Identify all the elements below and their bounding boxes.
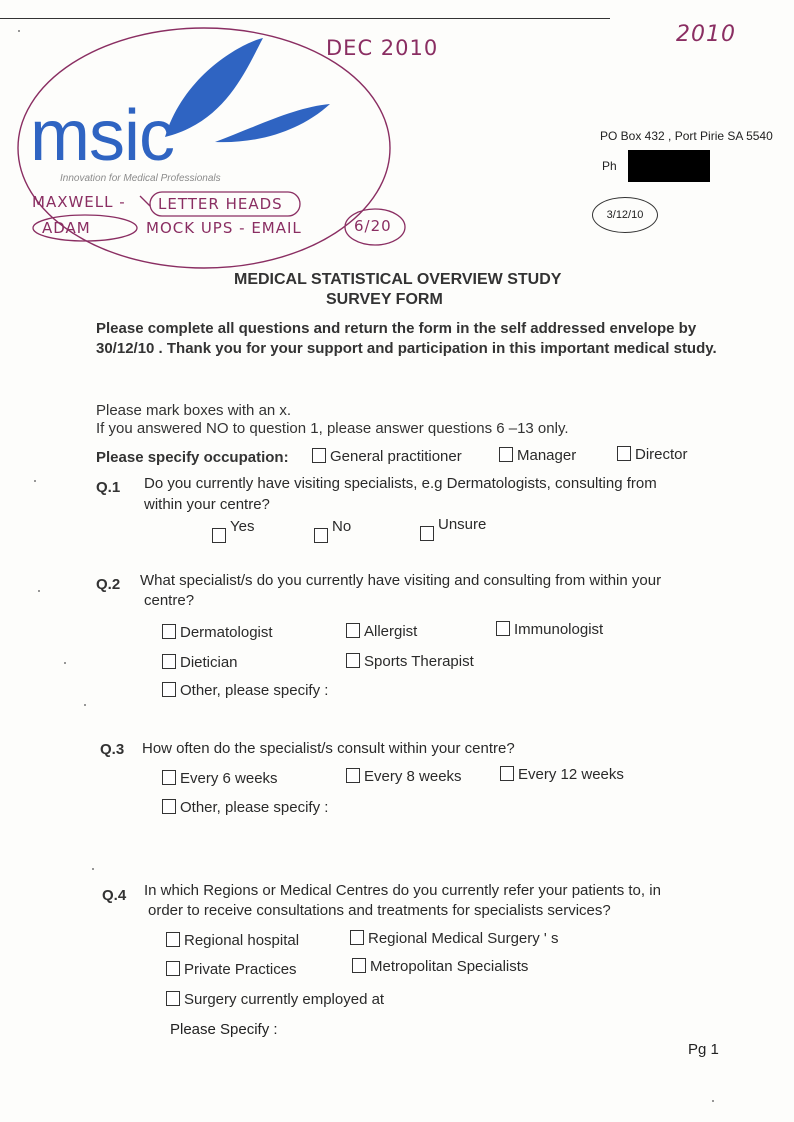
- option-label: Director: [635, 446, 688, 463]
- form-subtitle: SURVEY FORM: [326, 291, 443, 308]
- checkbox[interactable]: [166, 991, 180, 1006]
- handwritten-note-mock-ups: MOCK UPS - EMAIL: [146, 219, 302, 237]
- checkbox[interactable]: [162, 770, 176, 785]
- option-label: Every 12 weeks: [518, 766, 624, 783]
- checkbox[interactable]: [166, 961, 180, 976]
- option-label: Dietician: [180, 654, 238, 671]
- q4-option-regional-hospital[interactable]: [166, 932, 299, 949]
- q2-option-sports-therapist[interactable]: [346, 653, 474, 670]
- option-label: Sports Therapist: [364, 653, 474, 670]
- checkbox[interactable]: [420, 526, 434, 541]
- checkbox[interactable]: [162, 799, 176, 814]
- pen-arrow-stroke: [140, 196, 150, 206]
- q4-option-regional-medical-surgery[interactable]: [350, 930, 558, 947]
- q2-text-line-2: centre?: [144, 592, 195, 609]
- q4-option-private-practices[interactable]: [166, 961, 297, 978]
- occupation-option-director[interactable]: [617, 446, 688, 463]
- logo-leaf-large: [165, 38, 263, 137]
- option-label: Immunologist: [514, 621, 604, 638]
- option-label: General practitioner: [330, 448, 462, 465]
- intro-line-2: 30/12/10 . Thank you for your support and participation in this important medical study.: [96, 340, 717, 357]
- option-label: Metropolitan Specialists: [370, 958, 529, 975]
- option-label: Unsure: [438, 516, 487, 533]
- scan-speck: [64, 662, 66, 664]
- option-label: Other, please specify :: [180, 799, 329, 816]
- instruction-line-1: Please mark boxes with an x.: [96, 402, 292, 419]
- q3-option-6-weeks[interactable]: [162, 770, 278, 787]
- option-label: Other, please specify :: [180, 682, 329, 699]
- checkbox[interactable]: [350, 930, 364, 945]
- handwritten-date-note: DEC 2010: [326, 36, 439, 60]
- checkbox[interactable]: [162, 624, 176, 639]
- option-label: Private Practices: [184, 961, 297, 978]
- option-label: Regional Medical Surgery ' s: [368, 930, 559, 947]
- scan-speck: [84, 704, 86, 706]
- checkbox[interactable]: [496, 621, 510, 636]
- q2-text-line-1: What specialist/s do you currently have visiting and consulting from within your: [140, 572, 662, 589]
- checkbox[interactable]: [499, 447, 513, 462]
- checkbox[interactable]: [162, 682, 176, 697]
- q4-text-line-1: In which Regions or Medical Centres do you currently refer your patients to, in: [144, 882, 661, 899]
- handwritten-note-adam: ADAM: [42, 219, 91, 237]
- checkbox[interactable]: [617, 446, 631, 461]
- checkbox[interactable]: [352, 958, 366, 973]
- q1-text-line-2: within your centre?: [144, 496, 270, 513]
- q2-option-other[interactable]: [162, 682, 328, 699]
- date-stamp-text: 3/12/10: [606, 209, 644, 221]
- checkbox[interactable]: [162, 654, 176, 669]
- q1-text-line-1: Do you currently have visiting specialists, e.g Dermatologists, consulting from: [144, 475, 657, 492]
- occupation-option-gp[interactable]: [312, 448, 462, 465]
- intro-line-1: Please complete all questions and return the form in the self addressed envelope by: [96, 320, 697, 337]
- msic-logo-tagline: Innovation for Medical Professionals: [60, 173, 221, 184]
- q1-option-yes[interactable]: [212, 518, 254, 543]
- option-label: Dermatologist: [180, 624, 273, 641]
- phone-label: Ph: [602, 159, 617, 173]
- q3-option-other[interactable]: [162, 799, 328, 816]
- checkbox[interactable]: [312, 448, 326, 463]
- logo-leaf-small: [215, 104, 330, 142]
- q2-option-dietician[interactable]: [162, 654, 238, 671]
- scan-speck: [92, 868, 94, 870]
- page-number: Pg 1: [688, 1041, 719, 1058]
- checkbox[interactable]: [346, 768, 360, 783]
- q4-text-line-2: order to receive consultations and treatments for specialists services?: [148, 902, 611, 919]
- q1-number: Q.1: [96, 479, 121, 496]
- q2-option-immunologist[interactable]: [496, 621, 603, 638]
- msic-logo-wordmark: msic: [30, 96, 174, 176]
- q1-option-no[interactable]: [314, 518, 351, 543]
- instruction-line-2: If you answered NO to question 1, please answer questions 6 –13 only.: [96, 420, 569, 437]
- checkbox[interactable]: [346, 623, 360, 638]
- q2-number: Q.2: [96, 576, 121, 593]
- q3-text-line-1: How often do the specialist/s consult within your centre?: [142, 740, 515, 757]
- option-label: Manager: [517, 447, 577, 464]
- q4-option-surgery-employed[interactable]: [166, 991, 384, 1008]
- option-label: No: [332, 518, 352, 535]
- q2-option-allergist[interactable]: [346, 623, 417, 640]
- phone-redaction-box: [628, 150, 710, 182]
- q4-number: Q.4: [102, 887, 127, 904]
- q4-option-metropolitan-specialists[interactable]: [352, 958, 528, 975]
- handwritten-note-number: 6/20: [354, 217, 392, 235]
- address-text: PO Box 432 , Port Pirie SA 5540: [600, 129, 773, 143]
- q2-option-dermatologist[interactable]: [162, 624, 273, 641]
- option-label: Every 6 weeks: [180, 770, 278, 787]
- checkbox[interactable]: [166, 932, 180, 947]
- handwritten-year-note: 2010: [676, 22, 736, 47]
- q1-option-unsure[interactable]: [420, 516, 486, 541]
- option-label: Yes: [230, 518, 255, 535]
- occupation-label: Please specify occupation:: [96, 449, 289, 466]
- scan-speck: [38, 590, 40, 592]
- option-label: Every 8 weeks: [364, 768, 462, 785]
- checkbox[interactable]: [346, 653, 360, 668]
- option-label: Surgery currently employed at: [184, 991, 385, 1008]
- occupation-option-manager[interactable]: [499, 447, 576, 464]
- scan-speck: [18, 30, 20, 32]
- handwritten-note-maxwell: MAXWELL -: [32, 193, 126, 211]
- date-stamp-circled: [592, 197, 658, 233]
- checkbox[interactable]: [314, 528, 328, 543]
- option-label: Allergist: [364, 623, 418, 640]
- option-label: Regional hospital: [184, 932, 300, 949]
- scan-speck: [34, 480, 36, 482]
- checkbox[interactable]: [212, 528, 226, 543]
- checkbox[interactable]: [500, 766, 514, 781]
- q3-option-12-weeks[interactable]: [500, 766, 624, 783]
- q3-option-8-weeks[interactable]: [346, 768, 462, 785]
- q3-number: Q.3: [100, 741, 125, 758]
- form-title: MEDICAL STATISTICAL OVERVIEW STUDY: [234, 271, 562, 288]
- q4-specify-label: Please Specify :: [170, 1021, 278, 1038]
- handwritten-note-letter-heads: LETTER HEADS: [158, 195, 283, 213]
- scan-speck: [712, 1100, 714, 1102]
